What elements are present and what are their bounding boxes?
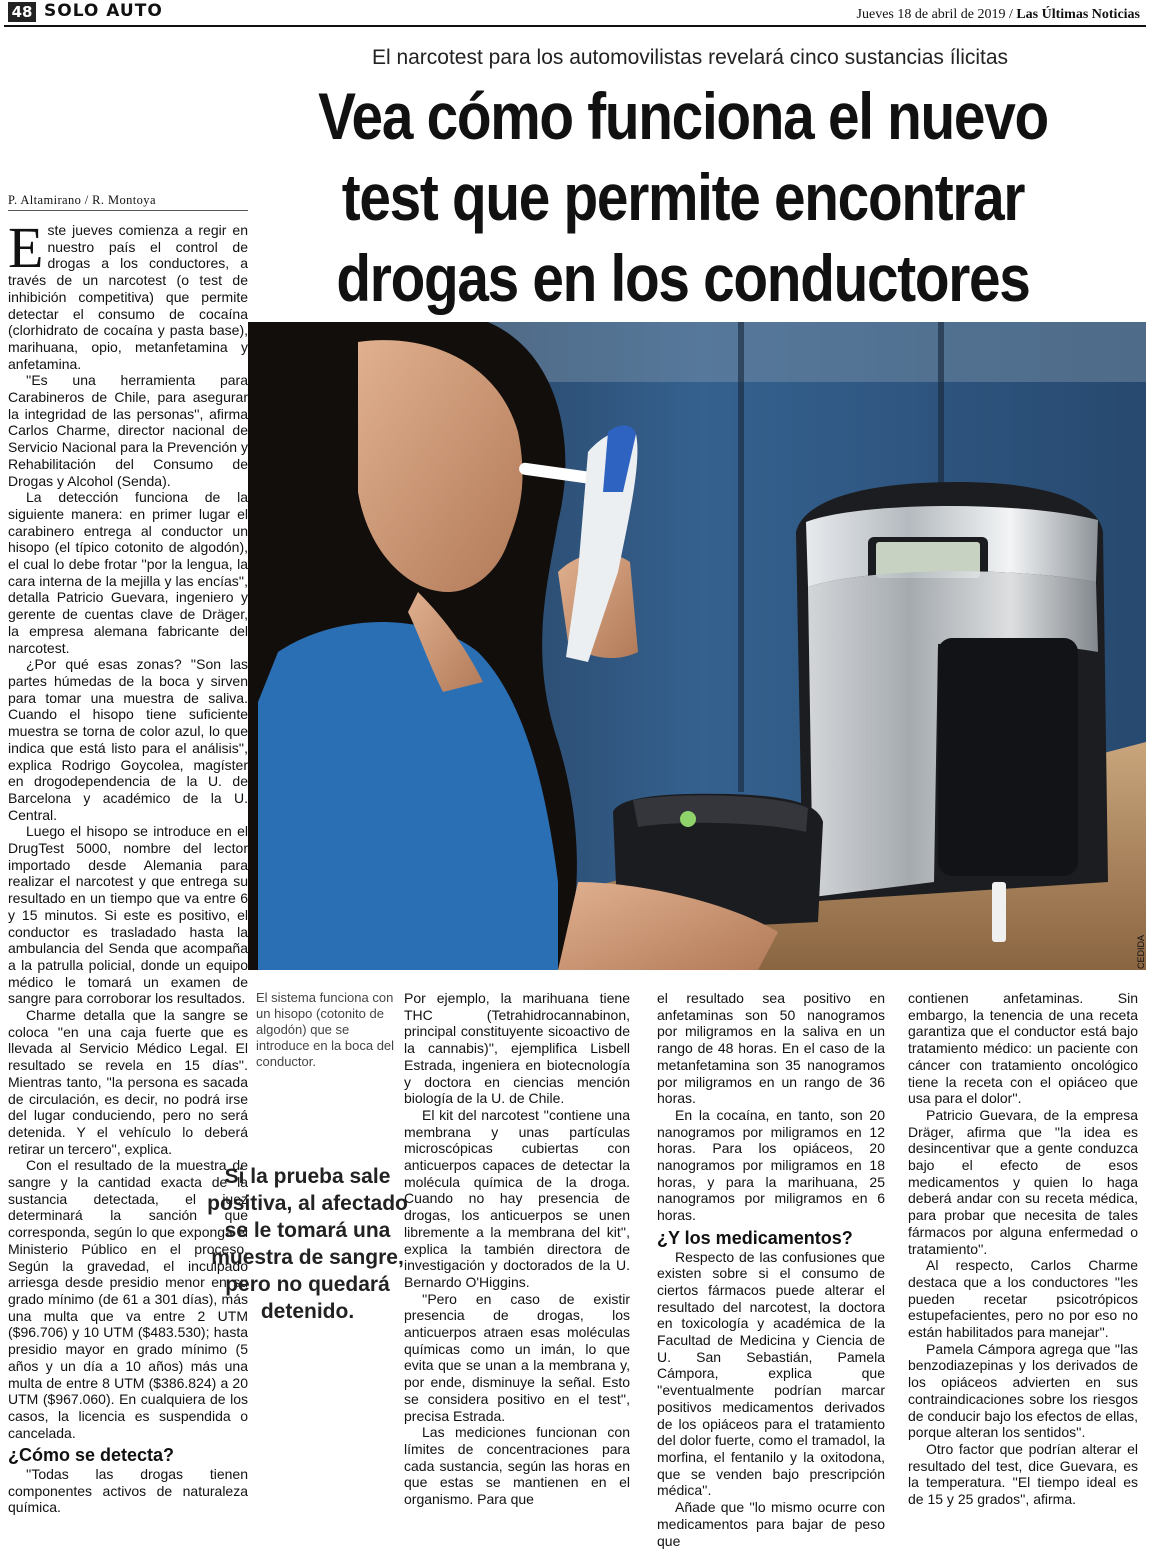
- paragraph: Respecto de las confusiones que existen sobre si el consumo de ciertos fármacos puede alterar el resultado del narcotest, la doctora en toxicología y académica de la Facultad de Medicina y Ciencia de U. San Sebastián, Pamela Cámpora, explica que ''eventualmente podrían marcar positivos medicamentos derivados de los opiáceos para el tratamiento del dolor fuerte, como el tramadol, la morfina, el fentanilo y la oxitodona, que se venden bajo prescripción médica''.: [657, 1248, 885, 1499]
- photo-caption: El sistema funciona con un hisopo (cotonito de algodón) que se introduce en la boca del conductor.: [256, 990, 395, 1069]
- byline-rule: [8, 210, 248, 211]
- photo-credit: CEDIDA: [1136, 935, 1146, 970]
- paragraph: Con el resultado de la muestra de sangre y la cantidad exacta de la sustancia detectada, el juez determinará la sanción que corresponda, según lo que exponga el Ministerio Público en el proceso. Según la gravedad, el inculpado arriesga desde presidio menor en su grado mínimo (de 61 a 301 días), más una multa que va entre 2 UTM ($96.706) y 10 UTM ($483.530); hasta presidio mayor en grado mínimo (5 años y un día a 10 años) más una multa de entre 8 UTM ($386.824) a 20 UTM ($967.060). En cualquiera de los casos, la licencia es suspendida o cancelada.: [8, 1157, 248, 1441]
- section-title: SOLO AUTO: [44, 1, 163, 21]
- paragraph: ''Pero en caso de existir presencia de drogas, los anticuerpos atraen esas moléculas químicas como un imán, lo que evita que se unan a la membrana y, por ende, disminuye la señal. Esto se considera positivo en el test'', precisa Estrada.: [404, 1290, 630, 1424]
- paragraph: [8, 215, 248, 372]
- text-column-2: [404, 990, 630, 1508]
- date-text: Jueves 18 de abril de 2019 /: [856, 7, 1013, 22]
- headline-line: drogas en los conductores: [336, 241, 1030, 315]
- paragraph: ¿Por qué esas zonas? ''Son las partes húmedas de la boca y sirven para tomar una muestra de saliva. Cuando el hisopo tiene suficiente muestra se torna de color azul, lo que indica que está listo para el análisis'', explica Rodrigo Goycolea, magíster en drogodependencia de la U. de Barcelona y académico de la U. Central.: [8, 656, 248, 823]
- paragraph: Pamela Cámpora agrega que ''las benzodiazepinas y los derivados de los opiáceos advierten en sus contraindicaciones sobre los riesgos de conducir bajo los efectos de ellas, porque alteran los sentidos''.: [908, 1340, 1138, 1441]
- pull-quote: Si la prueba sale positiva, al afectado se le tomará una muestra de sangre, pero no quedará detenido.: [207, 1165, 408, 1323]
- paragraph: En la cocaína, en tanto, son 20 nanogramos por miligramos en 12 horas. Para los opiáceos, 20 nanogramos por miligramos en 18 horas, y para la marihuana, 25 nanogramos por miligramos en 6 horas.: [657, 1106, 885, 1224]
- headline-line: test que permite encontrar: [341, 160, 1025, 234]
- issue-date: [857, 7, 1140, 23]
- subheading: ¿Y los medicamentos?: [657, 1227, 853, 1248]
- paragraph: el resultado sea positivo en anfetaminas son 50 nanogramos por miligramos en la saliva en un rango de 48 horas. En el caso de la metanfetamina son 35 nanogramos por miligramos en un rango de 36 horas.: [657, 990, 885, 1107]
- paragraph: Las mediciones funcionan con límites de concentraciones para cada sustancia, según las horas en que estas se mantienen en el organismo. Para que: [404, 1424, 630, 1508]
- paragraph: El kit del narcotest ''contiene una membrana y unas partículas microscópicas cubiertas con anticuerpos capaces de detectar la molécula química de la droga. Cuando no hay presencia de drogas, los anticuerpos se unen libremente a la membrana del kit'', explica la también directora de investigación y doctorados de la U. Bernardo O'Higgins.: [404, 1106, 630, 1290]
- article-headline: [318, 76, 1049, 319]
- paragraph: Al respecto, Carlos Charme destaca que a los conductores ''les pueden recetar psicotrópicos estupefacientes, pero no por eso no están habilitados para manejar''.: [908, 1257, 1138, 1341]
- paragraph: Charme detalla que la sangre se coloca ''en una caja fuerte que es llevada al Servicio Médico Legal. El resultado se revela en 15 días''. Mientras tanto, ''la persona es sacada de circulación, es decir, no podrá irse del lugar conduciendo, pero no será detenida. Y el vehículo lo deberá retirar un tercero'', explica.: [8, 1007, 248, 1157]
- paragraph: Otro factor que podrían alterar el resultado del test, dice Guevara, es la temperatura. ''El tiempo ideal es de 15 y 25 grados'', afirma.: [908, 1440, 1138, 1508]
- paragraph: La detección funciona de la siguiente manera: en primer lugar el carabinero entrega al conductor un hisopo (el típico cotonito de algodón), el cual lo debe frotar ''por la lengua, la cara interna de la mejilla y las encías'', detalla Patricio Guevara, ingeniero y gerente de cuentas clave de Dräger, la empresa alemana fabricante del narcotest.: [8, 489, 248, 656]
- paragraph: ''Es una herramienta para Carabineros de Chile, para asegurar la integridad de las personas'', afirma Carlos Charme, director nacional de Servicio Nacional para la Prevención y Rehabilitación del Consumo de Drogas y Alcohol (Senda).: [8, 372, 248, 489]
- page-header: [4, 0, 1146, 26]
- paragraph: Añade que ''lo mismo ocurre con medicamentos para bajar de peso que: [657, 1499, 885, 1549]
- article-photo: [258, 322, 1146, 970]
- paragraph: ''Todas las drogas tienen componentes activos de naturaleza química.: [8, 1466, 248, 1516]
- header-rule: [4, 25, 1146, 27]
- drop-cap: E: [8, 215, 44, 280]
- headline-line: Vea cómo funciona el nuevo: [318, 79, 1048, 153]
- text-column-4: [908, 990, 1138, 1508]
- page-number: 48: [8, 2, 36, 22]
- paragraph-text: ste jueves comienza a regir en nuestro país el control de drogas a los conductores, a través de un narcotest (o test de inhibición competitiva) que permite detectar el consumo de cocaína (clorhidrato de cocaína y pasta base), marihuana, opio, metanfetamina y anfetamina.: [8, 222, 248, 372]
- article-subtitle: El narcotest para los automovilistas revelará cinco sustancias ílicitas: [371, 46, 1009, 69]
- byline: P. Altamirano / R. Montoya: [8, 193, 156, 207]
- publication-name: Las Últimas Noticias: [1016, 7, 1140, 22]
- text-column-3: [657, 990, 885, 1549]
- subheading: ¿Cómo se detecta?: [8, 1445, 175, 1466]
- paragraph: Por ejemplo, la marihuana tiene THC (Tetrahidrocannabinon, principal constituyente sicoactivo de la cannabis)'', ejemplifica Lisbell Estrada, ingeniera en biotecnología y doctora en ciencias mención biología de la U. de Chile.: [404, 990, 630, 1107]
- paragraph: Patricio Guevara, de la empresa Dräger, afirma que ''la idea es desincentivar que a gente conduzca bajo el efecto de esos medicamentos y quien lo haga deberá andar con su receta médica, para probar que necesita de tales fármacos por alguna enfermedad o tratamiento''.: [908, 1106, 1138, 1257]
- paragraph: contienen anfetaminas. Sin embargo, la tenencia de una receta garantiza que el conductor está bajo tratamiento médico: un paciente con cáncer con tratamiento oncológico tiene la receta con el opiáceo que usa para el dolor''.: [908, 990, 1138, 1107]
- photo-illustration: [258, 322, 1146, 970]
- paragraph: Luego el hisopo se introduce en el DrugTest 5000, nombre del lector importado desde Alemania para realizar el narcotest y que entrega su resultado en un tiempo que va entre 6 y 15 minutos. Si este es positivo, el conductor es trasladado hasta la ambulancia del Senda que acompaña a la patrulla policial, donde un equipo médico le tomará un examen de sangre para corroborar los resultados.: [8, 823, 248, 1007]
